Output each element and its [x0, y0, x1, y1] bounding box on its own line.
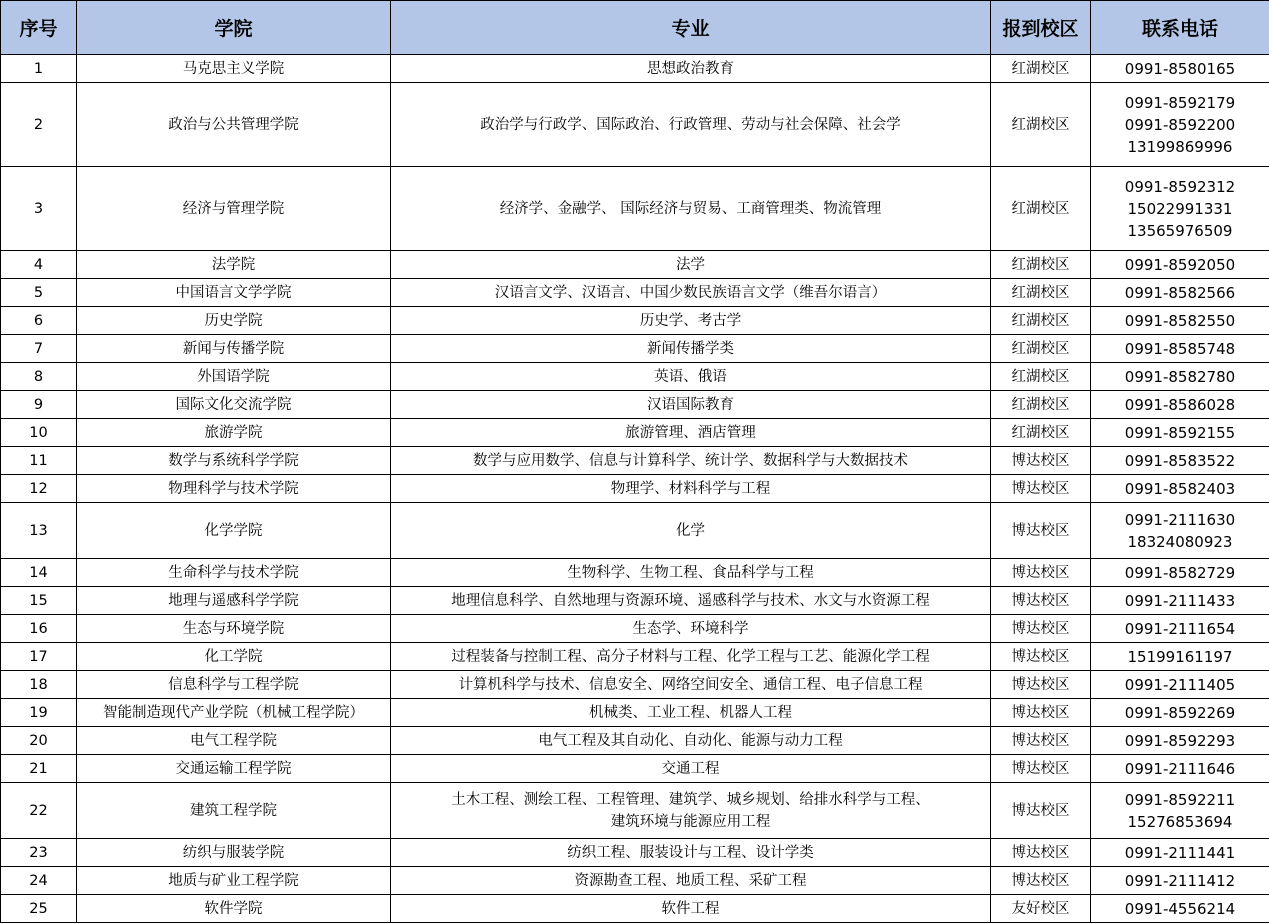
college-name: 生态与环境学院 — [77, 615, 391, 643]
majors — [391, 503, 991, 559]
table-row — [1, 363, 1269, 391]
phone-number: 0991-2111654 — [1124, 619, 1236, 638]
table-row — [1, 167, 1269, 251]
majors — [391, 55, 991, 83]
campus: 博达校区 — [991, 867, 1091, 895]
phone-number: 0991-2111630 — [1124, 510, 1236, 529]
table-row — [1, 643, 1269, 671]
phone-numbers — [1091, 699, 1269, 727]
phone-numbers — [1091, 447, 1269, 475]
phone-number: 0991-8586028 — [1124, 395, 1236, 414]
college-name: 中国语言文学学院 — [77, 279, 391, 307]
phone-number: 0991-8580165 — [1124, 59, 1236, 78]
phone-number: 0991-8582403 — [1124, 479, 1236, 498]
major-line: 生态学、环境科学 — [632, 620, 749, 637]
campus: 红湖校区 — [991, 307, 1091, 335]
college-name: 外国语学院 — [77, 363, 391, 391]
college-name: 软件学院 — [77, 895, 391, 923]
table-row — [1, 391, 1269, 419]
phone-number: 0991-8592269 — [1124, 703, 1236, 722]
row-number: 23 — [1, 839, 77, 867]
major-line: 数学与应用数学、信息与计算科学、统计学、数据科学与大数据技术 — [473, 452, 908, 469]
row-number: 17 — [1, 643, 77, 671]
majors — [391, 83, 991, 167]
table-row — [1, 55, 1269, 83]
table-row — [1, 279, 1269, 307]
header-row — [1, 1, 1269, 55]
header-phone: 联系电话 — [1091, 1, 1269, 55]
campus: 红湖校区 — [991, 419, 1091, 447]
campus: 博达校区 — [991, 615, 1091, 643]
row-number: 22 — [1, 783, 77, 839]
row-number: 12 — [1, 475, 77, 503]
row-number: 15 — [1, 587, 77, 615]
majors — [391, 167, 991, 251]
major-line: 过程装备与控制工程、高分子材料与工程、化学工程与工艺、能源化学工程 — [451, 648, 930, 665]
college-name: 数学与系统科学学院 — [77, 447, 391, 475]
row-number: 14 — [1, 559, 77, 587]
phone-number: 18324080923 — [1127, 532, 1233, 551]
header-majors: 专业 — [391, 1, 991, 55]
row-number: 20 — [1, 727, 77, 755]
table-row — [1, 783, 1269, 839]
campus: 博达校区 — [991, 755, 1091, 783]
major-line: 政治学与行政学、国际政治、行政管理、劳动与社会保障、社会学 — [480, 116, 901, 133]
row-number: 2 — [1, 83, 77, 167]
majors — [391, 307, 991, 335]
table-body — [1, 55, 1269, 923]
table-row — [1, 839, 1269, 867]
phone-numbers — [1091, 419, 1269, 447]
college-name: 地理与遥感科学学院 — [77, 587, 391, 615]
majors — [391, 363, 991, 391]
phone-numbers — [1091, 587, 1269, 615]
college-name: 国际文化交流学院 — [77, 391, 391, 419]
row-number: 11 — [1, 447, 77, 475]
phone-numbers — [1091, 391, 1269, 419]
table-row — [1, 335, 1269, 363]
campus: 红湖校区 — [991, 55, 1091, 83]
major-line: 汉语言文学、汉语言、中国少数民族语言文学（维吾尔语言） — [494, 284, 887, 301]
header-no: 序号 — [1, 1, 77, 55]
major-line: 新闻传播学类 — [647, 340, 734, 357]
row-number: 21 — [1, 755, 77, 783]
majors — [391, 699, 991, 727]
majors — [391, 727, 991, 755]
phone-number: 0991-8592179 — [1124, 93, 1236, 112]
college-name: 信息科学与工程学院 — [77, 671, 391, 699]
majors — [391, 279, 991, 307]
phone-number: 0991-8582550 — [1124, 311, 1236, 330]
table-row — [1, 615, 1269, 643]
college-name: 新闻与传播学院 — [77, 335, 391, 363]
campus: 博达校区 — [991, 671, 1091, 699]
phone-number: 15276853694 — [1127, 812, 1233, 831]
row-number: 7 — [1, 335, 77, 363]
major-line: 土木工程、测绘工程、工程管理、建筑学、城乡规划、给排水科学与工程、 — [451, 791, 930, 808]
phone-numbers — [1091, 279, 1269, 307]
majors — [391, 895, 991, 923]
college-name: 旅游学院 — [77, 419, 391, 447]
campus: 博达校区 — [991, 475, 1091, 503]
campus: 博达校区 — [991, 783, 1091, 839]
phone-number: 13565976509 — [1127, 221, 1233, 240]
campus: 博达校区 — [991, 643, 1091, 671]
row-number: 5 — [1, 279, 77, 307]
major-line: 建筑环境与能源应用工程 — [610, 813, 771, 830]
majors — [391, 839, 991, 867]
campus: 红湖校区 — [991, 83, 1091, 167]
campus: 红湖校区 — [991, 391, 1091, 419]
phone-number: 0991-2111412 — [1124, 871, 1236, 890]
campus: 红湖校区 — [991, 279, 1091, 307]
major-line: 软件工程 — [661, 900, 720, 917]
college-name: 电气工程学院 — [77, 727, 391, 755]
table-row — [1, 419, 1269, 447]
phone-number: 0991-8582566 — [1124, 283, 1236, 302]
phone-number: 0991-2111405 — [1124, 675, 1236, 694]
college-name: 地质与矿业工程学院 — [77, 867, 391, 895]
row-number: 18 — [1, 671, 77, 699]
major-line: 汉语国际教育 — [647, 396, 734, 413]
phone-numbers — [1091, 335, 1269, 363]
phone-number: 0991-8592293 — [1124, 731, 1236, 750]
phone-number: 0991-4556214 — [1124, 899, 1236, 918]
phone-number: 0991-8592211 — [1124, 790, 1236, 809]
phone-numbers — [1091, 755, 1269, 783]
major-line: 英语、俄语 — [654, 368, 727, 385]
phone-number: 0991-2111646 — [1124, 759, 1236, 778]
major-line: 纺织工程、服装设计与工程、设计学类 — [567, 844, 814, 861]
phone-numbers — [1091, 839, 1269, 867]
majors — [391, 419, 991, 447]
campus: 博达校区 — [991, 447, 1091, 475]
phone-numbers — [1091, 783, 1269, 839]
college-name: 历史学院 — [77, 307, 391, 335]
major-line: 生物科学、生物工程、食品科学与工程 — [567, 564, 814, 581]
campus: 红湖校区 — [991, 167, 1091, 251]
major-line: 资源勘查工程、地质工程、采矿工程 — [574, 872, 807, 889]
phone-number: 15022991331 — [1127, 199, 1233, 218]
college-name: 纺织与服装学院 — [77, 839, 391, 867]
phone-number: 13199869996 — [1127, 137, 1233, 156]
row-number: 3 — [1, 167, 77, 251]
phone-numbers — [1091, 727, 1269, 755]
majors — [391, 335, 991, 363]
college-name: 化学学院 — [77, 503, 391, 559]
college-name: 物理科学与技术学院 — [77, 475, 391, 503]
college-name: 智能制造现代产业学院（机械工程学院） — [77, 699, 391, 727]
major-line: 经济学、金融学、 国际经济与贸易、工商管理类、物流管理 — [499, 200, 882, 217]
row-number: 1 — [1, 55, 77, 83]
majors — [391, 475, 991, 503]
majors — [391, 251, 991, 279]
phone-numbers — [1091, 615, 1269, 643]
table-row — [1, 83, 1269, 167]
phone-numbers — [1091, 895, 1269, 923]
majors — [391, 615, 991, 643]
row-number: 16 — [1, 615, 77, 643]
row-number: 19 — [1, 699, 77, 727]
row-number: 4 — [1, 251, 77, 279]
major-line: 电气工程及其自动化、自动化、能源与动力工程 — [538, 732, 843, 749]
phone-numbers — [1091, 83, 1269, 167]
college-name: 法学院 — [77, 251, 391, 279]
majors — [391, 559, 991, 587]
phone-numbers — [1091, 251, 1269, 279]
college-name: 建筑工程学院 — [77, 783, 391, 839]
college-name: 经济与管理学院 — [77, 167, 391, 251]
phone-number: 0991-8582780 — [1124, 367, 1236, 386]
phone-number: 0991-8592155 — [1124, 423, 1236, 442]
campus: 友好校区 — [991, 895, 1091, 923]
header-college: 学院 — [77, 1, 391, 55]
phone-numbers — [1091, 867, 1269, 895]
table-row — [1, 755, 1269, 783]
phone-numbers — [1091, 363, 1269, 391]
table-row — [1, 867, 1269, 895]
campus: 博达校区 — [991, 503, 1091, 559]
phone-numbers — [1091, 167, 1269, 251]
major-line: 法学 — [676, 256, 705, 273]
table-row — [1, 307, 1269, 335]
college-name: 交通运输工程学院 — [77, 755, 391, 783]
majors — [391, 671, 991, 699]
phone-number: 15199161197 — [1127, 647, 1233, 666]
phone-numbers — [1091, 643, 1269, 671]
table-row — [1, 699, 1269, 727]
campus: 红湖校区 — [991, 251, 1091, 279]
table-row — [1, 251, 1269, 279]
majors — [391, 783, 991, 839]
major-line: 历史学、考古学 — [639, 312, 742, 329]
campus: 博达校区 — [991, 727, 1091, 755]
phone-number: 0991-2111441 — [1124, 843, 1236, 862]
majors — [391, 447, 991, 475]
phone-numbers — [1091, 671, 1269, 699]
table-row — [1, 447, 1269, 475]
majors — [391, 587, 991, 615]
major-line: 机械类、工业工程、机器人工程 — [589, 704, 792, 721]
phone-numbers — [1091, 55, 1269, 83]
phone-numbers — [1091, 503, 1269, 559]
major-line: 旅游管理、酒店管理 — [625, 424, 756, 441]
table-row — [1, 671, 1269, 699]
major-line: 交通工程 — [661, 760, 720, 777]
campus: 博达校区 — [991, 699, 1091, 727]
phone-numbers — [1091, 475, 1269, 503]
row-number: 6 — [1, 307, 77, 335]
campus: 红湖校区 — [991, 363, 1091, 391]
campus: 博达校区 — [991, 559, 1091, 587]
majors — [391, 643, 991, 671]
phone-number: 0991-2111433 — [1124, 591, 1236, 610]
table-row — [1, 503, 1269, 559]
table-row — [1, 587, 1269, 615]
college-name: 生命科学与技术学院 — [77, 559, 391, 587]
campus: 博达校区 — [991, 839, 1091, 867]
table-row — [1, 475, 1269, 503]
phone-number: 0991-8582729 — [1124, 563, 1236, 582]
table-row — [1, 559, 1269, 587]
row-number: 25 — [1, 895, 77, 923]
majors — [391, 755, 991, 783]
college-name: 政治与公共管理学院 — [77, 83, 391, 167]
header-campus: 报到校区 — [991, 1, 1091, 55]
table-row — [1, 727, 1269, 755]
major-line: 物理学、材料科学与工程 — [610, 480, 771, 497]
campus: 博达校区 — [991, 587, 1091, 615]
major-line: 思想政治教育 — [647, 60, 734, 77]
row-number: 13 — [1, 503, 77, 559]
phone-numbers — [1091, 559, 1269, 587]
row-number: 9 — [1, 391, 77, 419]
major-line: 计算机科学与技术、信息安全、网络空间安全、通信工程、电子信息工程 — [458, 676, 923, 693]
majors — [391, 391, 991, 419]
phone-number: 0991-8583522 — [1124, 451, 1236, 470]
phone-number: 0991-8592050 — [1124, 255, 1236, 274]
campus: 红湖校区 — [991, 335, 1091, 363]
phone-number: 0991-8592312 — [1124, 177, 1236, 196]
college-name: 马克思主义学院 — [77, 55, 391, 83]
row-number: 10 — [1, 419, 77, 447]
row-number: 24 — [1, 867, 77, 895]
college-name: 化工学院 — [77, 643, 391, 671]
majors — [391, 867, 991, 895]
major-line: 地理信息科学、自然地理与资源环境、遥感科学与技术、水文与水资源工程 — [451, 592, 930, 609]
phone-number: 0991-8585748 — [1124, 339, 1236, 358]
row-number: 8 — [1, 363, 77, 391]
phone-numbers — [1091, 307, 1269, 335]
major-line: 化学 — [676, 522, 705, 539]
phone-number: 0991-8592200 — [1124, 115, 1236, 134]
table-row — [1, 895, 1269, 923]
